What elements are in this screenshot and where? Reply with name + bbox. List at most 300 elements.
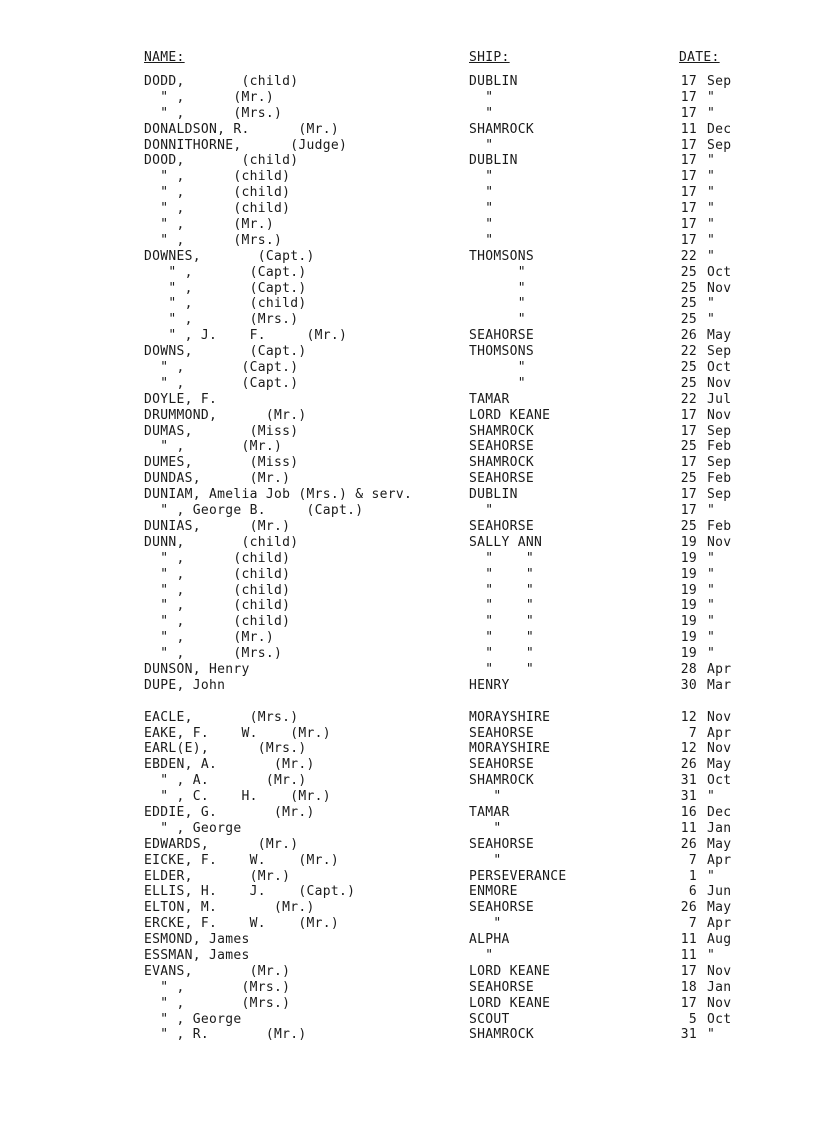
ship-name: " (469, 89, 494, 105)
ship-name: SHAMROCK (469, 1027, 535, 1043)
date-day: 22 (680, 248, 697, 264)
date-day: 22 (680, 344, 697, 360)
date-day: 17 (680, 74, 697, 89)
ship-name: SEAHORSE (469, 900, 535, 916)
list-row (0, 996, 816, 1012)
date-month: " (707, 201, 716, 217)
ship-name: " (469, 947, 494, 963)
passenger-name: " , (child) (144, 598, 291, 614)
passenger-name: EACLE, (Mrs.) (144, 709, 299, 725)
ship-name: TAMAR (469, 804, 510, 820)
passenger-name: " , (Mrs.) (144, 232, 283, 248)
date-day: 19 (680, 598, 697, 614)
ship-name: " (469, 852, 502, 868)
date-month: Sep (707, 487, 732, 503)
list-row (0, 948, 816, 964)
passenger-name: " , (Mrs.) (144, 979, 291, 995)
list-row (0, 344, 816, 360)
ship-name: " (469, 169, 494, 185)
date-month: " (707, 503, 716, 519)
ship-name: " (469, 375, 526, 391)
ship-name: " (469, 105, 494, 121)
date-month: Nov (707, 375, 732, 391)
date-month: " (707, 105, 716, 121)
ship-name: " (469, 789, 502, 805)
ship-name: PERSEVERANCE (469, 868, 567, 884)
passenger-name: ERCKE, F. W. (Mr.) (144, 916, 340, 932)
date-day: 17 (680, 153, 697, 169)
date-month: Oct (707, 264, 732, 280)
date-day: 19 (680, 630, 697, 646)
passenger-name: DUMES, (Miss) (144, 455, 299, 471)
passenger-name: DUNSON, Henry (144, 661, 250, 677)
list-row (0, 392, 816, 408)
ship-name: " (469, 360, 526, 376)
list-row (0, 741, 816, 757)
date-day: 31 (680, 789, 697, 805)
date-month: Nov (707, 280, 732, 296)
list-row (0, 757, 816, 773)
passenger-name: " , (child) (144, 582, 291, 598)
passenger-name: EARL(E), (Mrs.) (144, 741, 307, 757)
date-month: " (707, 185, 716, 201)
date-day: 25 (680, 264, 697, 280)
date-month: " (707, 312, 716, 328)
passenger-name: ELTON, M. (Mr.) (144, 900, 315, 916)
date-month: Nov (707, 534, 732, 550)
list-row (0, 789, 816, 805)
ship-name: HENRY (469, 677, 510, 693)
list-row (0, 153, 816, 169)
date-day: 19 (680, 614, 697, 630)
passenger-name: " , C. H. (Mr.) (144, 789, 331, 805)
header-date: DATE: (679, 50, 720, 65)
list-row (0, 312, 816, 328)
date-month: " (707, 947, 716, 963)
ship-name: SEAHORSE (469, 328, 535, 344)
date-day: 26 (680, 900, 697, 916)
ship-name: SHAMROCK (469, 455, 535, 471)
passenger-name: " , (Mrs.) (144, 995, 291, 1011)
passenger-name: " , (Capt.) (144, 360, 299, 376)
passenger-name: DONALDSON, R. (Mr.) (144, 121, 340, 137)
date-month: Nov (707, 709, 732, 725)
date-day: 28 (680, 661, 697, 677)
list-row (0, 169, 816, 185)
ship-name: DUBLIN (469, 74, 518, 89)
list-row (0, 487, 816, 503)
passenger-name: " , (Mrs.) (144, 646, 283, 662)
date-month: Sep (707, 344, 732, 360)
ship-name: ALPHA (469, 932, 510, 948)
date-month: Apr (707, 916, 732, 932)
date-month: Jun (707, 884, 732, 900)
ship-name: LORD KEANE (469, 995, 551, 1011)
date-month: Nov (707, 741, 732, 757)
date-month: Sep (707, 74, 732, 89)
list-row (0, 614, 816, 630)
list-row (0, 265, 816, 281)
date-day: 25 (680, 439, 697, 455)
list-row (0, 296, 816, 312)
list-row (0, 726, 816, 742)
list-row (0, 646, 816, 662)
passenger-name: ESMOND, James (144, 932, 250, 948)
passenger-list (0, 74, 816, 1043)
passenger-name: " , (Mrs.) (144, 312, 299, 328)
list-row (0, 519, 816, 535)
passenger-name: " , George (144, 820, 242, 836)
date-month: " (707, 789, 716, 805)
passenger-name: " , (child) (144, 550, 291, 566)
date-month: Dec (707, 121, 732, 137)
date-month: Nov (707, 407, 732, 423)
date-day: 17 (680, 407, 697, 423)
date-day: 19 (680, 566, 697, 582)
date-month: Mar (707, 677, 732, 693)
date-day: 31 (680, 773, 697, 789)
passenger-name: " , (Mr.) (144, 217, 275, 233)
list-row (0, 138, 816, 154)
list-row (0, 1027, 816, 1043)
header-name: NAME: (144, 50, 185, 65)
date-month: Oct (707, 360, 732, 376)
passenger-name: DODD, (child) (144, 74, 299, 89)
list-row (0, 455, 816, 471)
date-month: " (707, 582, 716, 598)
list-row (0, 535, 816, 551)
date-day: 11 (680, 947, 697, 963)
passenger-name: " , (Mr.) (144, 89, 275, 105)
passenger-name: EDWARDS, (Mr.) (144, 836, 299, 852)
ship-name: MORAYSHIRE (469, 741, 551, 757)
date-day: 25 (680, 312, 697, 328)
ship-name: " (469, 820, 502, 836)
passenger-name: " , (child) (144, 614, 291, 630)
passenger-name: " , George B. (Capt.) (144, 503, 364, 519)
date-month: " (707, 646, 716, 662)
list-row (0, 900, 816, 916)
ship-name: SEAHORSE (469, 836, 535, 852)
list-row (0, 662, 816, 678)
date-month: " (707, 630, 716, 646)
ship-name: SHAMROCK (469, 773, 535, 789)
date-day: 19 (680, 534, 697, 550)
list-row (0, 249, 816, 265)
date-day: 17 (680, 503, 697, 519)
ship-name: SCOUT (469, 1011, 510, 1027)
list-row (0, 360, 816, 376)
date-day: 17 (680, 232, 697, 248)
date-day: 1 (688, 868, 697, 884)
passenger-name: EICKE, F. W. (Mr.) (144, 852, 340, 868)
date-day: 17 (680, 89, 697, 105)
date-day: 30 (680, 677, 697, 693)
date-day: 7 (688, 852, 697, 868)
passenger-name: DOWNS, (Capt.) (144, 344, 307, 360)
ship-name: " " (469, 646, 535, 662)
date-day: 26 (680, 328, 697, 344)
date-month: " (707, 550, 716, 566)
passenger-name: EBDEN, A. (Mr.) (144, 757, 315, 773)
list-row (0, 932, 816, 948)
passenger-name: EDDIE, G. (Mr.) (144, 804, 315, 820)
date-day: 17 (680, 217, 697, 233)
date-month: Oct (707, 1011, 732, 1027)
ship-name: " " (469, 550, 535, 566)
passenger-name: DRUMMOND, (Mr.) (144, 407, 307, 423)
list-row (0, 217, 816, 233)
date-month: " (707, 296, 716, 312)
date-day: 7 (688, 725, 697, 741)
list-row (0, 281, 816, 297)
passenger-name: ESSMAN, James (144, 947, 250, 963)
date-day: 25 (680, 280, 697, 296)
list-row (0, 964, 816, 980)
list-row (0, 233, 816, 249)
date-month: " (707, 598, 716, 614)
ship-name: " (469, 185, 494, 201)
passenger-name: " , George (144, 1011, 242, 1027)
ship-name: " (469, 503, 494, 519)
date-month: Apr (707, 852, 732, 868)
list-row (0, 74, 816, 90)
date-month: Sep (707, 137, 732, 153)
ship-name: " " (469, 630, 535, 646)
date-month: Apr (707, 661, 732, 677)
passenger-name: " , (Capt.) (144, 375, 299, 391)
list-row (0, 1012, 816, 1028)
list-row (0, 773, 816, 789)
list-row (0, 837, 816, 853)
ship-name: " " (469, 566, 535, 582)
list-row (0, 439, 816, 455)
list-row (0, 630, 816, 646)
date-month: Sep (707, 423, 732, 439)
passenger-name: " , (Mrs.) (144, 105, 283, 121)
date-month: May (707, 900, 732, 916)
passenger-name: " , (Capt.) (144, 264, 307, 280)
date-month: Feb (707, 471, 732, 487)
list-row (0, 916, 816, 932)
date-day: 19 (680, 582, 697, 598)
ship-name: THOMSONS (469, 344, 535, 360)
passenger-name: EAKE, F. W. (Mr.) (144, 725, 331, 741)
list-row (0, 567, 816, 583)
list-row (0, 884, 816, 900)
ship-name: " (469, 264, 526, 280)
passenger-name: DOWNES, (Capt.) (144, 248, 315, 264)
date-day: 19 (680, 550, 697, 566)
date-day: 16 (680, 804, 697, 820)
list-row (0, 821, 816, 837)
passenger-name: DONNITHORNE, (Judge) (144, 137, 348, 153)
passenger-name: DUNN, (child) (144, 534, 299, 550)
list-row (0, 551, 816, 567)
section-spacer (0, 694, 816, 710)
ship-name: SEAHORSE (469, 518, 535, 534)
date-month: Apr (707, 725, 732, 741)
date-month: " (707, 614, 716, 630)
date-month: Dec (707, 804, 732, 820)
passenger-name: DOYLE, F. (144, 391, 218, 407)
date-day: 22 (680, 391, 697, 407)
date-month: " (707, 232, 716, 248)
list-row (0, 185, 816, 201)
list-row (0, 503, 816, 519)
date-day: 11 (680, 820, 697, 836)
date-month: Feb (707, 439, 732, 455)
ship-name: LORD KEANE (469, 963, 551, 979)
date-day: 17 (680, 105, 697, 121)
ship-name: SHAMROCK (469, 121, 535, 137)
passenger-name: " , (Mr.) (144, 439, 283, 455)
ship-name: " (469, 312, 526, 328)
date-day: 11 (680, 121, 697, 137)
list-row (0, 980, 816, 996)
passenger-name: DUNIAS, (Mr.) (144, 518, 291, 534)
list-row (0, 710, 816, 726)
date-month: May (707, 328, 732, 344)
list-row (0, 90, 816, 106)
passenger-name: " , (child) (144, 169, 291, 185)
passenger-name: DOOD, (child) (144, 153, 299, 169)
list-row (0, 376, 816, 392)
date-month: " (707, 868, 716, 884)
date-day: 31 (680, 1027, 697, 1043)
ship-name: " " (469, 598, 535, 614)
date-month: " (707, 217, 716, 233)
date-month: May (707, 757, 732, 773)
ship-name: SHAMROCK (469, 423, 535, 439)
ship-name: SALLY ANN (469, 534, 543, 550)
ship-name: SEAHORSE (469, 725, 535, 741)
date-day: 17 (680, 423, 697, 439)
ship-name: " " (469, 614, 535, 630)
date-day: 17 (680, 455, 697, 471)
list-row (0, 471, 816, 487)
date-month: " (707, 169, 716, 185)
date-month: Sep (707, 455, 732, 471)
ship-name: DUBLIN (469, 487, 518, 503)
date-month: " (707, 248, 716, 264)
date-day: 17 (680, 185, 697, 201)
date-day: 25 (680, 360, 697, 376)
list-row (0, 328, 816, 344)
ship-name: THOMSONS (469, 248, 535, 264)
date-month: " (707, 153, 716, 169)
date-month: Nov (707, 995, 732, 1011)
ship-name: " (469, 217, 494, 233)
list-row (0, 106, 816, 122)
ship-name: " (469, 201, 494, 217)
list-row (0, 408, 816, 424)
date-day: 11 (680, 932, 697, 948)
ship-name: SEAHORSE (469, 979, 535, 995)
ship-name: " (469, 916, 502, 932)
passenger-name: ELDER, (Mr.) (144, 868, 291, 884)
date-day: 17 (680, 995, 697, 1011)
date-day: 25 (680, 471, 697, 487)
date-month: Nov (707, 963, 732, 979)
list-row (0, 583, 816, 599)
list-row (0, 424, 816, 440)
ship-name: SEAHORSE (469, 471, 535, 487)
date-month: Jan (707, 820, 732, 836)
list-row (0, 598, 816, 614)
date-month: " (707, 566, 716, 582)
passenger-name: DUNIAM, Amelia Job (Mrs.) & serv. (144, 487, 413, 503)
date-day: 26 (680, 836, 697, 852)
date-day: 12 (680, 741, 697, 757)
header-ship: SHIP: (469, 50, 510, 65)
date-day: 25 (680, 296, 697, 312)
date-day: 17 (680, 137, 697, 153)
list-row (0, 678, 816, 694)
date-month: Jul (707, 391, 732, 407)
passenger-name: DUNDAS, (Mr.) (144, 471, 291, 487)
ship-name: " (469, 296, 526, 312)
ship-name: " (469, 137, 494, 153)
passenger-name: ELLIS, H. J. (Capt.) (144, 884, 356, 900)
passenger-name: " , (Mr.) (144, 630, 275, 646)
passenger-name: " , (child) (144, 201, 291, 217)
date-day: 12 (680, 709, 697, 725)
ship-name: DUBLIN (469, 153, 518, 169)
ship-name: " (469, 280, 526, 296)
passenger-name: DUPE, John (144, 677, 226, 693)
ship-name: SEAHORSE (469, 439, 535, 455)
ship-name: TAMAR (469, 391, 510, 407)
ship-name: MORAYSHIRE (469, 709, 551, 725)
ship-name: " " (469, 661, 535, 677)
ship-name: " " (469, 582, 535, 598)
date-day: 5 (688, 1011, 697, 1027)
date-month: Aug (707, 932, 732, 948)
passenger-name: " , (child) (144, 296, 307, 312)
passenger-name: EVANS, (Mr.) (144, 963, 291, 979)
list-row (0, 869, 816, 885)
ship-name: ENMORE (469, 884, 518, 900)
list-row (0, 805, 816, 821)
list-row (0, 201, 816, 217)
date-day: 26 (680, 757, 697, 773)
passenger-name: " , A. (Mr.) (144, 773, 307, 789)
passenger-name: " , R. (Mr.) (144, 1027, 307, 1043)
date-day: 7 (688, 916, 697, 932)
date-day: 17 (680, 201, 697, 217)
ship-name: SEAHORSE (469, 757, 535, 773)
date-month: May (707, 836, 732, 852)
ship-name: LORD KEANE (469, 407, 551, 423)
date-day: 17 (680, 169, 697, 185)
date-day: 18 (680, 979, 697, 995)
date-month: Jan (707, 979, 732, 995)
date-day: 19 (680, 646, 697, 662)
list-row (0, 853, 816, 869)
ship-name: " (469, 232, 494, 248)
date-day: 17 (680, 963, 697, 979)
list-row (0, 122, 816, 138)
date-day: 17 (680, 487, 697, 503)
date-month: Oct (707, 773, 732, 789)
date-month: Feb (707, 518, 732, 534)
date-month: " (707, 1027, 716, 1043)
passenger-name: DUMAS, (Miss) (144, 423, 299, 439)
passenger-name: " , (Capt.) (144, 280, 307, 296)
passenger-name: " , J. F. (Mr.) (144, 328, 348, 344)
date-day: 25 (680, 518, 697, 534)
